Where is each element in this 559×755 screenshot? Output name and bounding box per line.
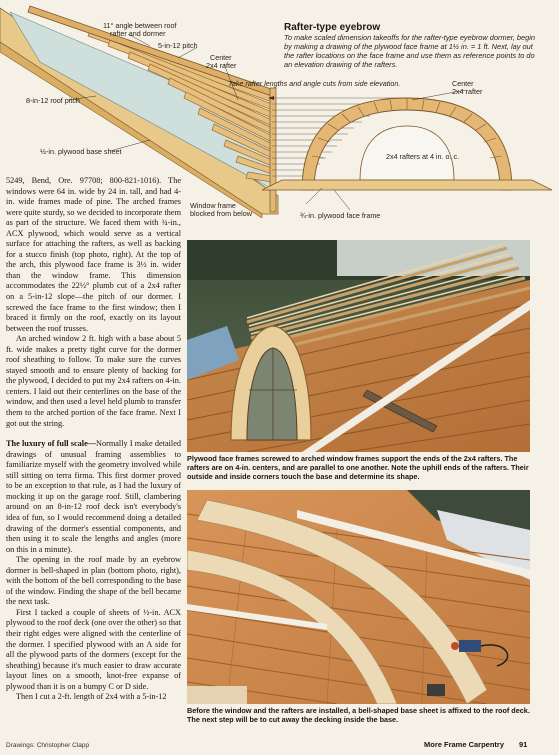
label-center-2: 2x4 rafter [206, 61, 237, 70]
top-photo [187, 240, 530, 452]
bottom-photo-caption: Before the window and the rafters are installed, a bell-shaped base sheet is affixed to the roof deck. The next step will be to cut away the decking inside the base. [187, 706, 530, 725]
article-text-column [6, 176, 181, 703]
label-rafters-oc: 2x4 rafters at 4 in. o. c. [386, 152, 460, 161]
label-window-frame-2: blocked from below [190, 209, 252, 218]
paragraph-3: Normally I make detailed drawings of unusual framing assemblies to familiarize myself with the geometry involved while still sitting on terra firma. This first dormer proved to be an exception to that rule, as I had the luxury of mocking it up on the garage roof. Still, clambering around on an 8-in-12 roof deck isn't everybody's idea of fun, so I would recommend doing a detailed drawing of the dormer's essential components, and then using it to scale the lengths and angles (more on this in a minute). [6, 439, 181, 554]
label-base-sheet: ½-in. plywood base sheet [40, 147, 122, 156]
label-roof-pitch: 8-in-12 roof pitch [26, 96, 80, 105]
drawing-credit: Drawings: Christopher Clapp [6, 742, 90, 749]
label-window-frame: Window frame [190, 201, 236, 210]
page-number: 91 [519, 740, 528, 749]
label-angle-2: rafter and dormer [110, 29, 166, 38]
paragraph-1: 5249, Bend, Ore. 97708; 800-821-1016). The windows were 64 in. wide by 24 in. tall, and had 4-in. wide frames made of pine. The arched frames were quite sturdy, so we decided to incorporate them as part of the structure. We faced them with ¾-in., ACX plywood, which would serve as a vertical surface for attaching the rafters, as well as backing for a stucco finish (top photo, right). At the top of the arch, this plywood face frame is 3½ in. wider than the window frame. This dimension accommodates the 22½° plumb cut of a 2x4 rafter on a 5-in-12 slope—the pitch of our dormer. I screwed the face frame to the first window; then I braced it firmly on the roof, exactly on its layout between the roof trusses. [6, 176, 181, 333]
rafter-eyebrow-description: To make scaled dimension takeoffs for the rafter-type eyebrow dormer, begin by making a drawing of the plywood face frame at 1½ in. = 1 ft. Next, lay out the rafter locations on the face frame and use them as reference points to do an elevation drawing of the rafters. [284, 33, 536, 69]
label-center: Center [210, 53, 232, 62]
book-title: More Frame Carpentry [424, 740, 505, 749]
rafter-eyebrow-title: Rafter-type eyebrow [284, 22, 381, 33]
face-frame-elevation-diagram [262, 80, 552, 220]
label-angle: 11° angle between roof [103, 21, 177, 30]
top-photo-caption: Plywood face frames screwed to arched window frames support the ends of the 2x4 rafters. The rafters are on 4-in. centers, and are parallel to one another. Note the uphill ends of the rafters. Their outside and inside corners touch the base and determine its shape. [187, 454, 529, 482]
paragraph-6: Then I cut a 2-ft. length of 2x4 with a 5-in-12 [16, 692, 167, 702]
label-pitch: 5-in-12 pitch [158, 41, 198, 50]
paragraph-5: First I tacked a couple of sheets of ½-in. ACX plywood to the roof deck (one over the other) so that their right edges were aligned with the centerline of the dormer. I specified plywood with an A side for all the plywood parts of the dormers (except for the sheathing) because it's much easier to draw accurate layout lines on a smooth, knot-free expanse of plywood than it is on a bumpy C or D side. [6, 607, 181, 691]
paragraph-2: An arched window 2 ft. high with a base about 5 ft. wide makes a pretty tight curve for the dormer roof sheathing to follow. To make sure the curves stayed smooth and to ensure plenty of backing for the plywood, I decided to put my 2x4 rafters on 4-in. centers. I laid out their centerlines on the base of the window, and then used a level held plumb to transfer them to the arched portion of the face frame. Next I got out the string. [6, 334, 181, 428]
section-heading: The luxury of full scale— [6, 439, 96, 449]
bottom-photo [187, 490, 530, 704]
label-center-right: Center [452, 79, 474, 88]
paragraph-3-wrap [6, 439, 181, 555]
paragraph-4: The opening in the roof made by an eyebrow dormer is bell-shaped in plan (bottom photo, right), with the bottom of the bell corresponding to the base of the window. Finding the shape of the bell became the next task. [6, 555, 181, 607]
label-center-right-2: 2x4 rafter [452, 87, 483, 96]
label-take-rafter: Take rafter lengths and angle cuts from side elevation. [228, 79, 401, 88]
label-face-frame: ¾-in. plywood face frame [300, 211, 381, 220]
